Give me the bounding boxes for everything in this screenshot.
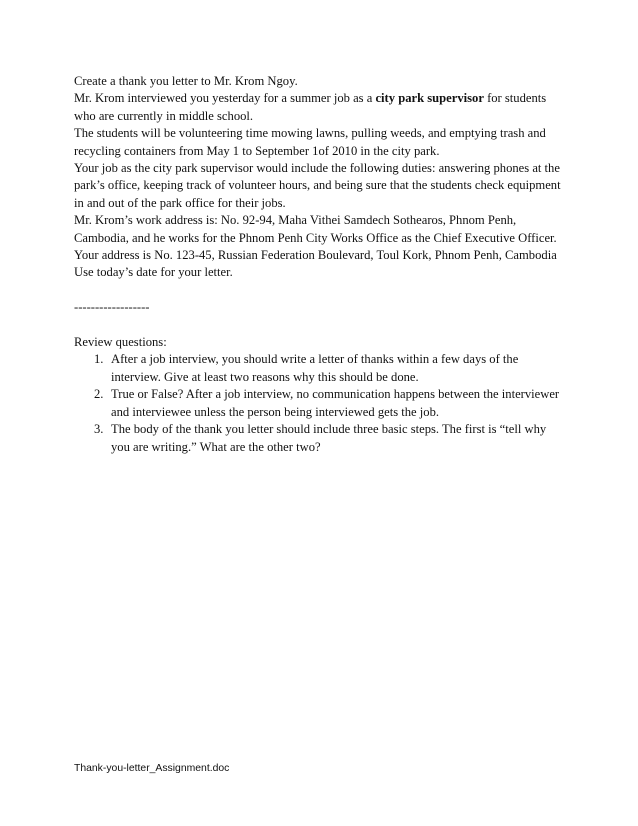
instruction-line-12: Use today’s date for your letter.	[74, 265, 233, 280]
review-question-1	[74, 351, 574, 386]
instruction-line-11: Your address is No. 123-45, Russian Federation Boulevard, Toul Kork, Phnom Penh, Cambodia	[74, 248, 557, 263]
job-title-bold: city park supervisor	[375, 91, 484, 106]
instruction-line-6: Your job as the city park supervisor would include the following duties: answering phones at the	[74, 161, 560, 176]
question-text-line: True or False? After a job interview, no communication happens between the interviewer	[111, 387, 560, 402]
instruction-line-2-start: Mr. Krom interviewed you yesterday for a summer job as a	[74, 91, 376, 106]
question-number: 1.	[94, 352, 104, 367]
review-question-2	[74, 386, 574, 421]
review-question-3	[74, 421, 574, 456]
separator-line: ------------------	[74, 300, 150, 315]
question-text-line: and interviewee unless the person being interviewed gets the job.	[111, 404, 440, 419]
instruction-line-1: Create a thank you letter to Mr. Krom Ngoy.	[74, 74, 298, 88]
instruction-line-2-end: for students	[483, 91, 547, 106]
review-questions-list	[74, 351, 574, 455]
question-text-line: interview. Give at least two reasons why this should be done.	[111, 369, 419, 384]
instruction-line-5: recycling containers from May 1 to September 1of 2010 in the city park.	[74, 143, 440, 158]
instruction-line-10: Cambodia, and he works for the Phnom Penh City Works Office as the Chief Executive Officer.	[74, 230, 557, 245]
question-text-line: The body of the thank you letter should include three basic steps. The first is “tell why	[111, 422, 547, 437]
instruction-line-2	[74, 90, 574, 107]
footer-filename: Thank-you-letter_Assignment.doc	[74, 763, 230, 774]
question-text-line: After a job interview, you should write a letter of thanks within a few days of the	[111, 352, 519, 367]
blank-line	[74, 317, 574, 334]
question-text-line: you are writing.” What are the other two?	[111, 439, 321, 454]
instruction-line-8: in and out of the park office for their jobs.	[74, 195, 286, 210]
blank-line	[74, 282, 574, 299]
document-body	[74, 73, 574, 456]
instruction-line-4: The students will be volunteering time mowing lawns, pulling weeds, and emptying trash and	[74, 126, 546, 141]
instruction-line-9: Mr. Krom’s work address is: No. 92-94, Maha Vithei Samdech Sothearos, Phnom Penh,	[74, 213, 517, 228]
question-number: 3.	[94, 422, 104, 437]
instruction-line-3: who are currently in middle school.	[74, 108, 254, 123]
question-number: 2.	[94, 387, 104, 402]
review-heading: Review questions:	[74, 335, 167, 350]
instruction-line-7: park’s office, keeping track of volunteer hours, and being sure that the students check equipment	[74, 178, 561, 193]
